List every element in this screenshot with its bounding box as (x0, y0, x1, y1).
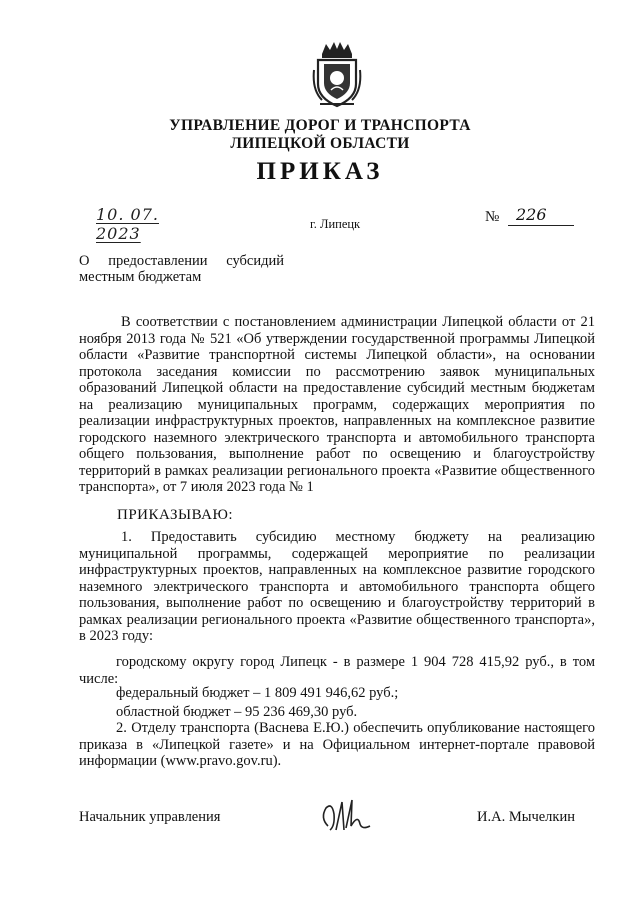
organization-name-line1: УПРАВЛЕНИЕ ДОРОГ И ТРАНСПОРТА (169, 117, 471, 134)
document-subject (79, 253, 284, 285)
order-item-1: 1. Предоставить субсидию местному бюджету на реализацию муниципальной программы, содержащей мероприятие по реализации инфраструктурных проектов, направленных на комплексное развитие городского наземного электрического транспорта и автомобильного транспорта общего пользования, выполнение работ по освещению и благоустройству территорий в рамках реализации регионального проекта «Развитие общественного транспорта», в 2023 году: (79, 529, 595, 644)
order-item-1-regional-budget: областной бюджет – 95 236 469,30 руб. (116, 704, 358, 720)
coat-of-arms-emblem (312, 40, 362, 110)
order-item-1-recipient: городскому округу город Липецк - в размере 1 904 728 415,92 руб., в том числе: (79, 654, 595, 687)
document-city: г. Липецк (310, 217, 361, 231)
preamble-paragraph: В соответствии с постановлением администрации Липецкой области от 21 ноября 2013 года № 521 «Об утверждении государственной программы Липецкой области «Развитие транспортной системы Липецкой области», на основании протокола заседания комиссии по рассмотрению заявок муниципальных образований Липецкой области на предоставление субсидий местным бюджетам на реализацию муниципальных программ, содержащих мероприятия по реализации инфраструктурных проектов, направленных на комплексное развитие городского наземного электрического транспорта и автомобильного транспорта общего пользования, выполнение работ по освещению и благоустройству территорий в рамках реализации регионального проекта «Развитие общественного транспорта», от 7 июля 2023 года № 1 (79, 314, 595, 495)
subject-line1 (79, 253, 284, 269)
handwritten-signature (318, 796, 380, 840)
subject-word: О (79, 253, 90, 269)
document-number-label: № (485, 209, 500, 225)
document-type-title: ПРИКАЗ (256, 158, 384, 185)
signatory-name: И.А. Мычелкин (477, 809, 575, 825)
order-heading: ПРИКАЗЫВАЮ: (117, 507, 234, 523)
signatory-title: Начальник управления (79, 809, 221, 825)
subject-word: субсидий (226, 253, 284, 269)
document-date: 10. 07. 2023 (96, 205, 159, 243)
organization-name-line2: ЛИПЕЦКОЙ ОБЛАСТИ (230, 135, 410, 152)
order-item-1-federal-budget: федеральный бюджет – 1 809 491 946,62 руб.; (116, 685, 399, 701)
document-number: 226 (508, 205, 574, 226)
subject-line2: местным бюджетам (79, 269, 202, 285)
subject-word: предоставлении (108, 253, 208, 269)
order-item-2: 2. Отделу транспорта (Васнева Е.Ю.) обеспечить опубликование настоящего приказа в «Липецкой газете» и на Официальном интернет-портале правовой информации (www.pravo.gov.ru). (79, 720, 595, 769)
